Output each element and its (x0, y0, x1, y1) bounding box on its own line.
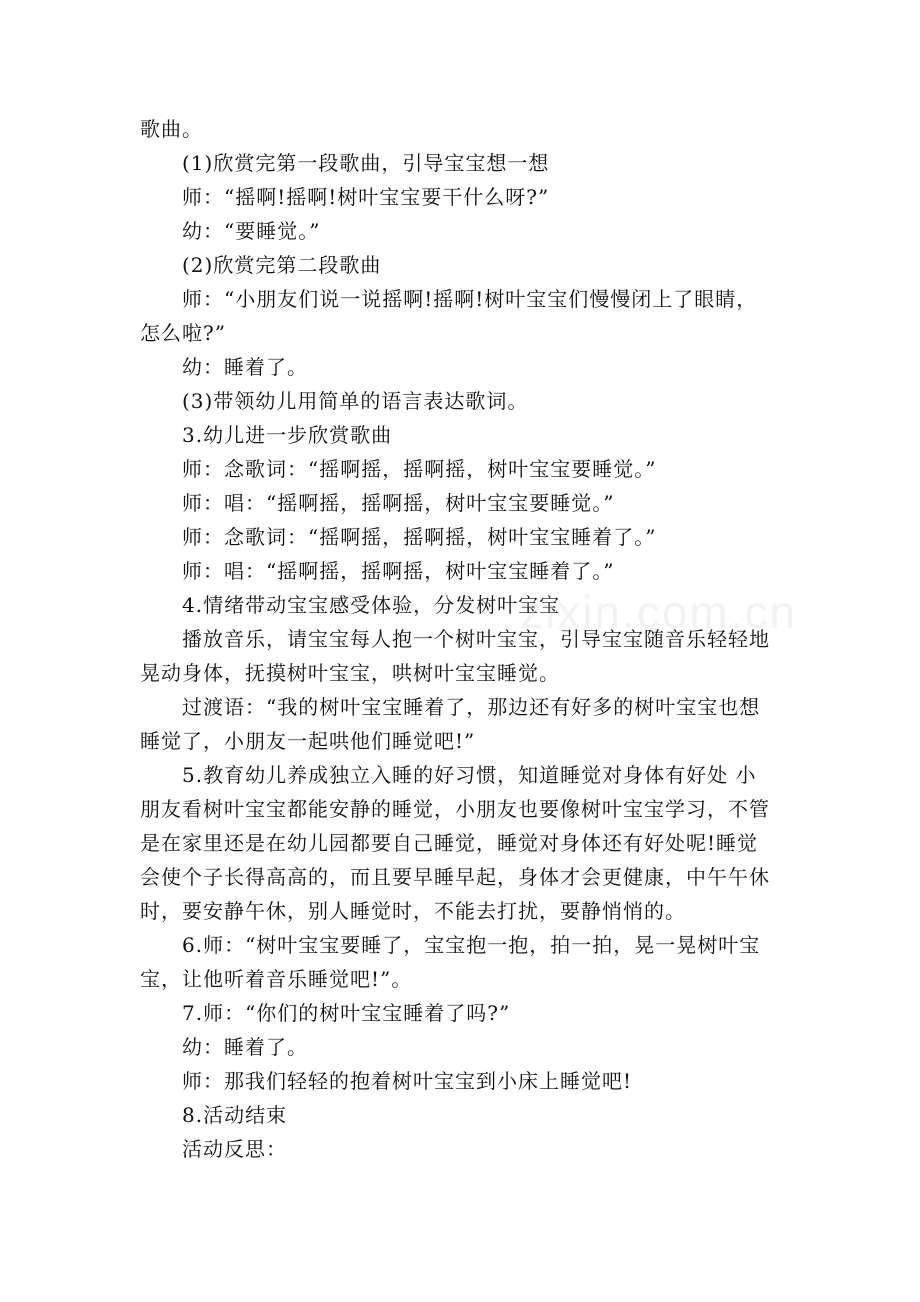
text-line: 师：唱：“摇啊摇，摇啊摇，树叶宝宝要睡觉。” (182, 491, 615, 515)
text-line: 3.幼儿进一步欣赏歌曲 (182, 423, 393, 447)
text-line: 4.情绪带动宝宝感受体验，分发树叶宝宝 (182, 593, 561, 617)
text-line: (1)欣赏完第一段歌曲，引导宝宝想一想 (182, 151, 550, 175)
text-line: 朋友看树叶宝宝都能安静的睡觉，小朋友也要像树叶宝宝学习，不管 (140, 797, 770, 821)
text-line: 幼：“要睡觉。” (182, 219, 321, 243)
text-line: 会使个子长得高高的，而且要早睡早起，身体才会更健康，中午午休 (140, 865, 770, 889)
text-line: 5.教育幼儿养成独立入睡的好习惯，知道睡觉对身体有好处 小 (182, 763, 757, 787)
text-line: 歌曲。 (140, 117, 203, 141)
document-body (140, 112, 790, 1166)
text-line: 怎么啦?” (140, 321, 226, 345)
text-line: 师：念歌词：“摇啊摇，摇啊摇，树叶宝宝要睡觉。” (182, 457, 657, 481)
text-line: 时，要安静午休，别人睡觉时，不能去打扰，要静悄悄的。 (140, 899, 686, 923)
text-line: 6.师：“树叶宝宝要睡了，宝宝抱一抱，拍一拍，晃一晃树叶宝 (182, 933, 761, 957)
watermark: zixin.com.cn (520, 586, 798, 638)
text-line: 7.师：“你们的树叶宝宝睡着了吗?” (182, 1001, 511, 1025)
text-line: 幼：睡着了。 (182, 1035, 308, 1059)
text-line: 睡觉了，小朋友一起哄他们睡觉吧!” (140, 729, 476, 753)
text-line: 宝，让他听着音乐睡觉吧!”。 (140, 967, 413, 991)
text-line: 播放音乐，请宝宝每人抱一个树叶宝宝，引导宝宝随音乐轻轻地 (182, 627, 770, 651)
text-line: 师：唱：“摇啊摇，摇啊摇，树叶宝宝睡着了。” (182, 559, 615, 583)
text-line: 师：那我们轻轻的抱着树叶宝宝到小床上睡觉吧! (182, 1069, 633, 1093)
text-line: 幼：睡着了。 (182, 355, 308, 379)
text-line: 晃动身体，抚摸树叶宝宝，哄树叶宝宝睡觉。 (140, 661, 560, 685)
text-line: 师：“小朋友们说一说摇啊!摇啊!树叶宝宝们慢慢闭上了眼睛， (182, 287, 758, 311)
text-line: 师：念歌词：“摇啊摇，摇啊摇，树叶宝宝睡着了。” (182, 525, 657, 549)
text-line: 是在家里还是在幼儿园都要自己睡觉，睡觉对身体还有好处呢!睡觉 (140, 831, 759, 855)
text-line: 过渡语：“我的树叶宝宝睡着了，那边还有好多的树叶宝宝也想 (182, 695, 761, 719)
text-line: 师：“摇啊!摇啊!树叶宝宝要干什么呀?” (182, 185, 550, 209)
text-line: 活动反思： (182, 1137, 287, 1161)
text-line: (3)带领幼儿用简单的语言表达歌词。 (182, 389, 529, 413)
text-line: 8.活动结束 (182, 1103, 288, 1127)
text-line: (2)欣赏完第二段歌曲 (182, 253, 382, 277)
